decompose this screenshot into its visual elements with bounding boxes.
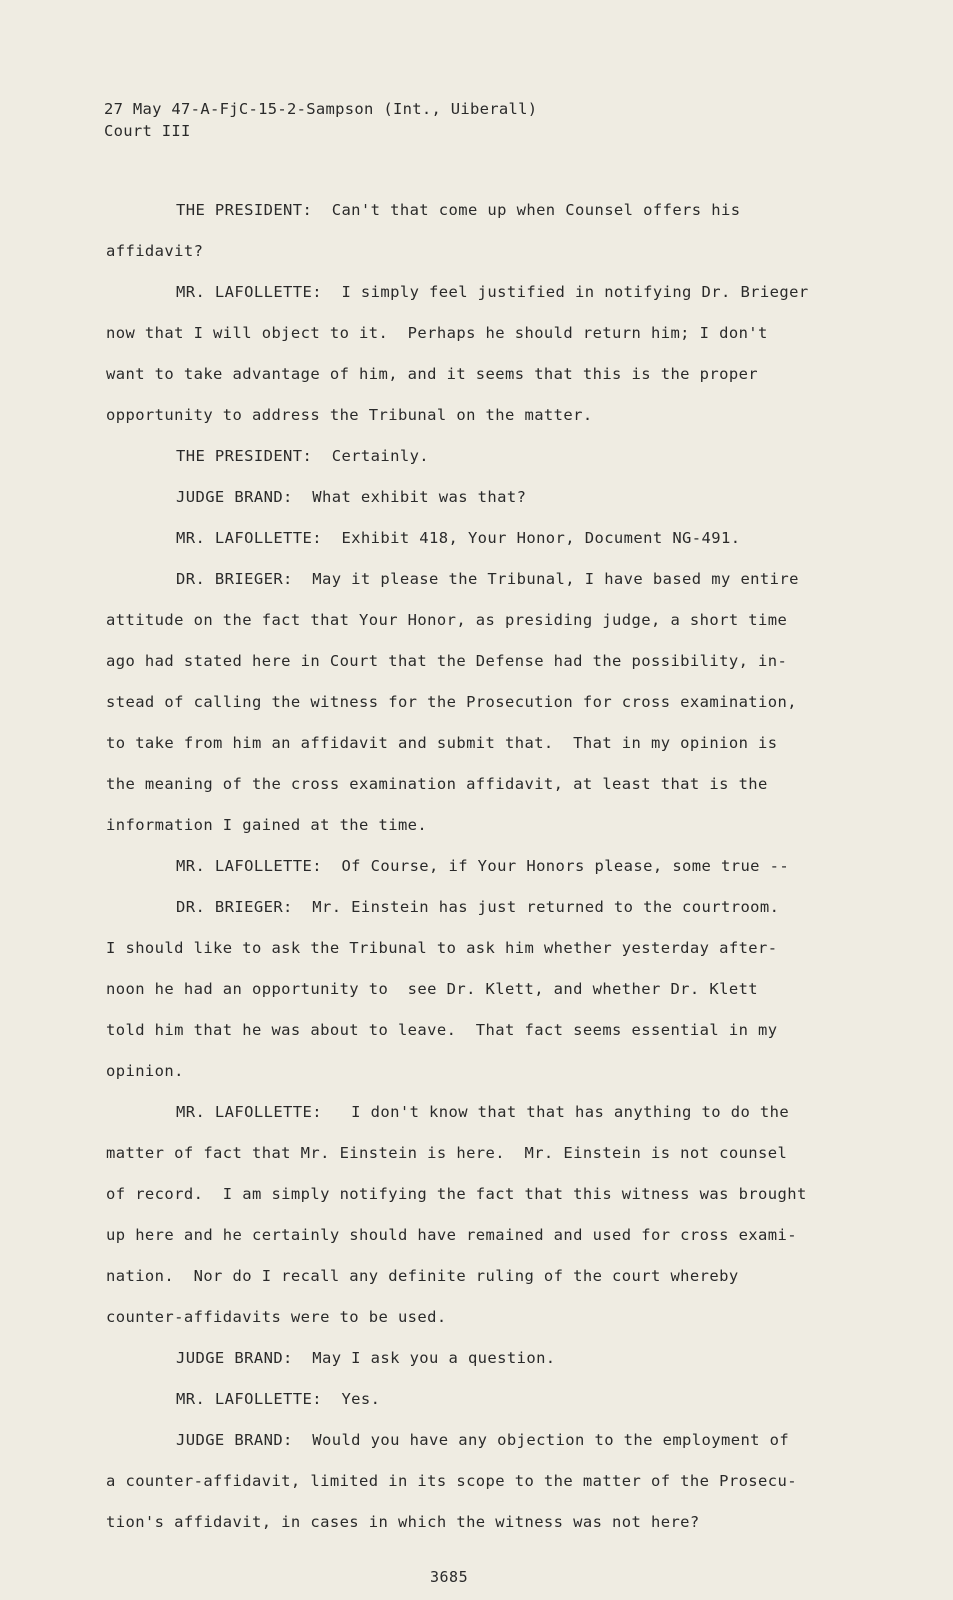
transcript-line: MR. LAFOLLETTE: Yes.: [176, 1390, 381, 1408]
transcript-line: want to take advantage of him, and it seems that this is the proper: [106, 365, 759, 383]
transcript-line: the meaning of the cross examination affidavit, at least that is the: [106, 775, 768, 793]
transcript-line: THE PRESIDENT: Certainly.: [176, 447, 430, 465]
transcript-line: MR. LAFOLLETTE: Exhibit 418, Your Honor, Document NG-491.: [176, 529, 741, 547]
transcript-line: MR. LAFOLLETTE: Of Course, if Your Honors please, some true --: [176, 857, 790, 875]
transcript-line: up here and he certainly should have remained and used for cross exami-: [106, 1226, 797, 1244]
document-header: [104, 98, 537, 142]
transcript-line: DR. BRIEGER: Mr. Einstein has just returned to the courtroom.: [176, 898, 780, 916]
transcript-line: stead of calling the witness for the Prosecution for cross examination,: [106, 693, 797, 711]
transcript-line: MR. LAFOLLETTE: I don't know that that has anything to do the: [176, 1103, 790, 1121]
transcript-line: information I gained at the time.: [106, 816, 428, 834]
transcript-line: nation. Nor do I recall any definite ruling of the court whereby: [106, 1267, 739, 1285]
header-line-1: 27 May 47-A-FjC-15-2-Sampson (Int., Uiberall): [104, 100, 538, 118]
transcript-line: of record. I am simply notifying the fact that this witness was brought: [106, 1185, 807, 1203]
transcript-line: opportunity to address the Tribunal on the matter.: [106, 406, 593, 424]
transcript-line: THE PRESIDENT: Can't that come up when Counsel offers his: [176, 201, 741, 219]
transcript-line: counter-affidavits were to be used.: [106, 1308, 447, 1326]
transcript-line: now that I will object to it. Perhaps he should return him; I don't: [106, 324, 768, 342]
transcript-line: DR. BRIEGER: May it please the Tribunal, I have based my entire: [176, 570, 799, 588]
transcript-line: to take from him an affidavit and submit that. That in my opinion is: [106, 734, 778, 752]
transcript-line: ago had stated here in Court that the Defense had the possibility, in-: [106, 652, 788, 670]
transcript-line: JUDGE BRAND: Would you have any objection to the employment of: [176, 1431, 790, 1449]
transcript-line: affidavit?: [106, 242, 204, 260]
header-line-2: Court III: [104, 122, 191, 140]
transcript-line: I should like to ask the Tribunal to ask him whether yesterday after-: [106, 939, 778, 957]
transcript-line: a counter-affidavit, limited in its scope to the matter of the Prosecu-: [106, 1472, 797, 1490]
transcript-line: MR. LAFOLLETTE: I simply feel justified in notifying Dr. Brieger: [176, 283, 809, 301]
transcript-line: JUDGE BRAND: What exhibit was that?: [176, 488, 527, 506]
transcript-line: tion's affidavit, in cases in which the witness was not here?: [106, 1513, 700, 1531]
transcript-line: matter of fact that Mr. Einstein is here. Mr. Einstein is not counsel: [106, 1144, 788, 1162]
transcript-line: noon he had an opportunity to see Dr. Klett, and whether Dr. Klett: [106, 980, 759, 998]
transcript-line: opinion.: [106, 1062, 184, 1080]
transcript-line: attitude on the fact that Your Honor, as presiding judge, a short time: [106, 611, 788, 629]
transcript-line: JUDGE BRAND: May I ask you a question.: [176, 1349, 556, 1367]
transcript-body: [106, 198, 846, 1551]
page-number: 3685: [430, 1568, 469, 1586]
transcript-line: told him that he was about to leave. That fact seems essential in my: [106, 1021, 778, 1039]
